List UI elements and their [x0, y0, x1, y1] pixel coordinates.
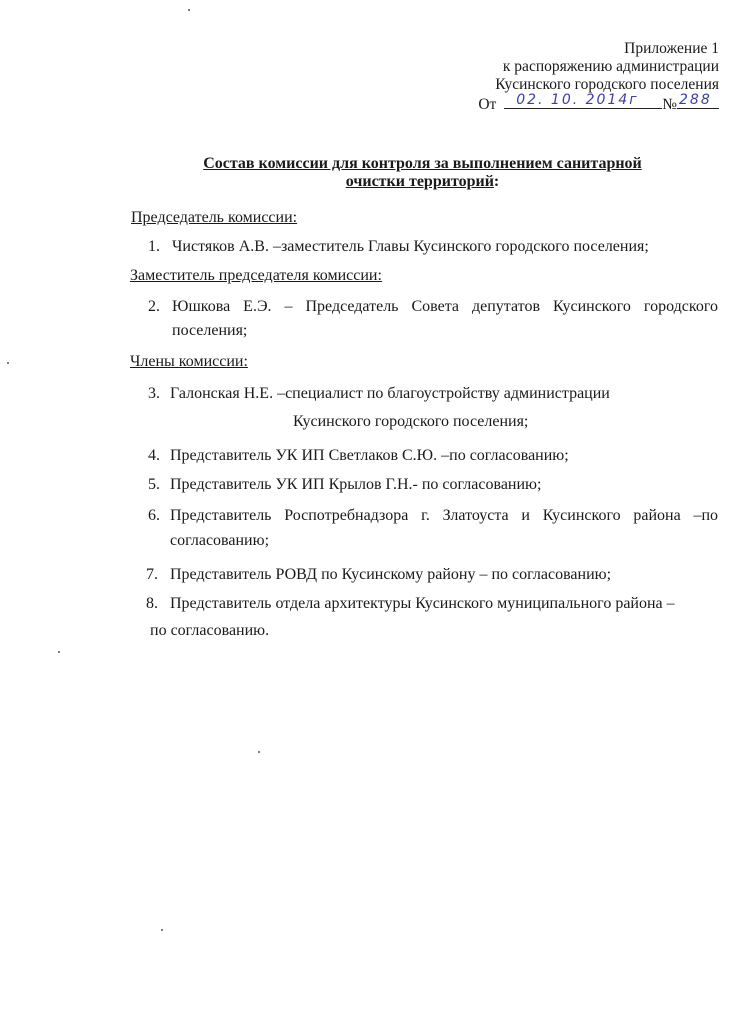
title-colon: : [493, 173, 500, 190]
handwritten-number: 288 [679, 92, 712, 108]
scan-speck [258, 751, 260, 753]
date-number-line [478, 94, 719, 113]
appendix-label: Приложение 1 [624, 40, 719, 57]
item-number: 3. [148, 385, 160, 402]
section-members: Члены комиссии: [130, 353, 248, 370]
item-text: Представитель УК ИП Светлаков С.Ю. –по согласованию; [170, 447, 569, 464]
scan-speck [161, 929, 163, 931]
item-text: Представитель РОВД по Кусинскому району – по согласованию; [170, 566, 612, 583]
list-item-8 [146, 593, 716, 641]
item-text-cont: поселения; [172, 322, 248, 339]
item-number: 4. [148, 447, 160, 464]
title-line-1: Состав комиссии для контроля за выполнением санитарной [203, 155, 642, 172]
item-text: Представитель УК ИП Крылов Г.Н.- по согласованию; [170, 476, 542, 493]
document-title [150, 155, 695, 191]
handwritten-date: 02. 10. 2014г [516, 92, 639, 108]
item-number: 1. [148, 238, 160, 255]
list-item-3 [148, 383, 708, 433]
order-reference: к распоряжению администрации [502, 58, 719, 75]
item-text: Представитель отдела архитектуры Кусинского муниципального района – [170, 595, 675, 612]
item-text-cont: согласованию; [170, 532, 270, 549]
item-number: 2. [148, 298, 160, 315]
scan-speck [58, 651, 60, 653]
item-number: 8. [146, 595, 158, 612]
item-number: 7. [146, 566, 158, 583]
from-label: От [478, 96, 497, 113]
title-line-2: очистки территорий [345, 173, 494, 190]
item-text: Галонская Н.Е. –специалист по благоустройству администрации [170, 385, 610, 402]
item-text-cont: по согласованию. [150, 622, 270, 639]
number-field [677, 94, 719, 109]
list-item-6 [148, 505, 718, 553]
scan-speck [7, 362, 9, 364]
settlement-name: Кусинского городского поселения [495, 76, 719, 93]
list-item-2 [148, 296, 718, 344]
date-field [504, 94, 662, 109]
item-number: 5. [148, 476, 160, 493]
item-number: 6. [148, 507, 160, 524]
number-label: № [662, 96, 677, 113]
item-text: Представитель Роспотребнадзора г. Златоуста и Кусинского района –по [170, 507, 718, 524]
section-deputy: Заместитель председателя комиссии: [130, 267, 382, 284]
item-text-cont: Кусинского городского поселения; [293, 413, 529, 430]
section-chairman: Председатель комиссии: [131, 209, 298, 226]
scan-speck [188, 9, 190, 11]
item-text: Юшкова Е.Э. – Председатель Совета депутатов Кусинского городского [172, 298, 718, 315]
item-text: Чистяков А.В. –заместитель Главы Кусинского городского поселения; [172, 238, 649, 255]
